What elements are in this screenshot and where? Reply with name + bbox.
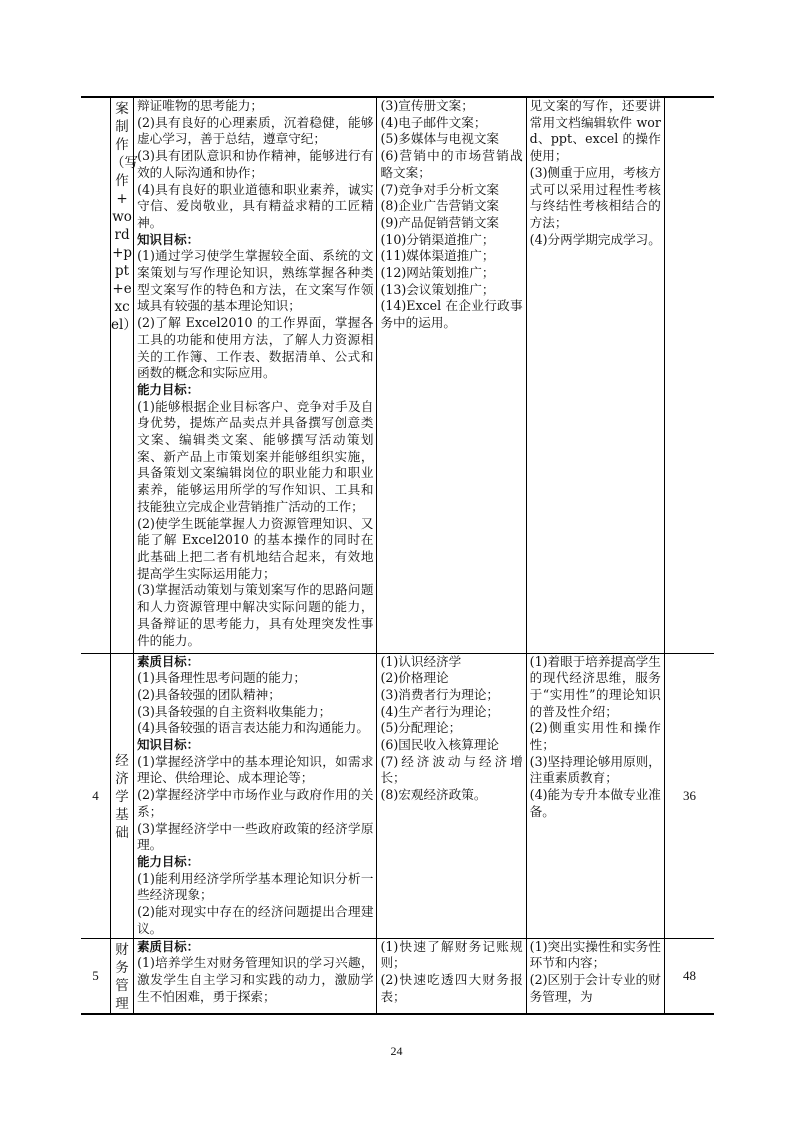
content-item: (3)消费者行为理论； <box>380 686 500 702</box>
course-index <box>81 97 111 653</box>
content-item: (6)国民收入核算理论 <box>380 737 500 753</box>
goal-item: (2)掌握经济学中市场作业与政府作用的关系； <box>137 787 374 819</box>
course-name: 经济学基础 <box>111 653 134 938</box>
content-item: (7)经济波动与经济增长； <box>380 753 523 786</box>
content-item: (6)营销中的市场营销战略文案； <box>380 148 523 180</box>
course-name: 案制作（写作+word+ppt+excel） <box>111 97 134 653</box>
content-item: (14)Excel 在企业行政事务中的运用。 <box>380 298 523 331</box>
course-index: 4 <box>81 653 111 938</box>
content-item: (1)认识经济学 <box>380 653 462 669</box>
method-item: (2)侧重实用性和操作性； <box>529 720 661 753</box>
method-item: 见文案的写作，还要讲常用文档编辑软件 word、ppt、excel 的操作使用； <box>529 98 661 164</box>
content-item: (4)电子邮件文案； <box>380 114 487 130</box>
method-item: (1)突出实操性和实务性环节和内容； <box>529 938 661 971</box>
course-contents <box>377 653 526 938</box>
content-item: (13)会议策划推广； <box>380 281 495 297</box>
goal-item: (1)能利用经济学所学基本理论知识分析一些经济现象； <box>137 870 374 903</box>
method-item: (4)能为专升本做专业准备。 <box>529 787 661 819</box>
goal-heading: 能力目标： <box>137 381 200 397</box>
method-item: (3)坚持理论够用原则，注重素质教育； <box>529 753 661 786</box>
content-item: (4)生产者行为理论； <box>380 703 500 719</box>
goal-item: (2)了解 Excel2010 的工作界面，掌握各工具的功能和使用方法，了解人力资源相关的工作簿、工作表、数据清单、公式和函数的概念和实际应用。 <box>137 315 374 381</box>
goal-item: (4)具备较强的语言表达能力和沟通能力。 <box>137 720 369 736</box>
method-item: (2)区别于会计专业的财务管理，为 <box>529 971 661 1004</box>
goal-item: (2)使学生既能掌握人力资源管理知识、又能了解 Excel2010 的基本操作的同时在此基础上把二者有机地结合起来，有效地提高学生实际运用能力； <box>137 515 374 581</box>
goal-item: (3)具备较强的自主资料收集能力； <box>137 703 332 719</box>
goal-item: (1)能够根据企业目标客户、竞争对手及自身优势，提炼产品卖点并具备撰写创意类文案、编辑类文案、能够撰写活动策划案、新产品上市策划案并能够组织实施，具备策划文案编辑岗位的职业能力和职业素养，能够运用所学的写作知识、工具和技能独立完成企业营销推广活动的工作； <box>137 398 374 514</box>
course-goals <box>134 653 377 938</box>
goal-item: (2)能对现实中存在的经济问题提出合理建议。 <box>137 904 374 936</box>
goal-item: (3)掌握活动策划与策划案写作的思路问题和人力资源管理中解决实际问题的能力，具备辩证的思考能力，具有处理突发性事件的能力。 <box>137 582 374 648</box>
goal-item: (3)具有团队意识和协作精神，能够进行有效的人际沟通和协作； <box>137 148 374 180</box>
goal-item: (1)掌握经济学中的基本理论知识，如需求理论、供给理论、成本理论等； <box>137 753 374 786</box>
content-item: (1)快速了解财务记账规则； <box>380 938 523 971</box>
content-item: (10)分销渠道推广； <box>380 231 495 247</box>
content-item: (2)快速吃透四大财务报表； <box>380 971 523 1004</box>
course-contents <box>377 938 526 1014</box>
course-hours: 48 <box>664 938 714 1014</box>
goal-heading: 能力目标： <box>137 853 200 869</box>
method-item: (4)分两学期完成学习。 <box>529 231 661 247</box>
goal-item: (4)具有良好的职业道德和职业素养，诚实守信、爱岗敬业，具有精益求精的工匠精神。 <box>137 181 374 230</box>
course-goals <box>134 97 377 653</box>
goal-heading: 素质目标： <box>137 938 200 954</box>
content-item: (2)价格理论 <box>380 670 449 686</box>
content-item: (12)网站策划推广； <box>380 265 495 281</box>
method-item: (1)着眼于培养提高学生的现代经济思维，服务于“实用性”的理论知识的普及性介绍； <box>529 653 661 719</box>
content-item: (8)宏观经济政策。 <box>380 787 487 803</box>
course-table <box>81 96 714 1015</box>
content-item: (8)企业广告营销文案 <box>380 198 500 214</box>
course-methods <box>526 653 664 938</box>
goal-item: (1)培养学生对财务管理知识的学习兴趣，激发学生自主学习和实践的动力，激励学生不怕困难，勇于探索； <box>137 955 374 1004</box>
goal-item: (3)掌握经济学中一些政府政策的经济学原理。 <box>137 820 374 853</box>
course-hours: 36 <box>664 653 714 938</box>
course-row <box>81 97 714 653</box>
course-name: 财务管理 <box>111 938 134 1014</box>
content-item: (5)分配理论； <box>380 720 462 736</box>
course-row <box>81 938 714 1014</box>
goal-item: (1)通过学习使学生掌握较全面、系统的文案策划与写作理论知识，熟练掌握各种类型文案写作的特色和方法，在文案写作领域具有较强的基本理论知识； <box>137 248 374 314</box>
goal-heading: 知识目标： <box>137 737 200 753</box>
course-row <box>81 653 714 938</box>
course-methods <box>526 97 664 653</box>
page-number: 24 <box>390 1044 403 1058</box>
content-item: (3)宣传册文案； <box>380 98 474 113</box>
goal-item: (1)具备理性思考问题的能力； <box>137 670 307 686</box>
course-contents <box>377 97 526 653</box>
course-hours <box>664 97 714 653</box>
course-methods <box>526 938 664 1014</box>
course-index: 5 <box>81 938 111 1014</box>
course-goals <box>134 938 377 1014</box>
content-item: (7)竞争对手分析文案 <box>380 181 500 197</box>
content-item: (5)多媒体与电视文案 <box>380 131 500 147</box>
goal-item: (2)具有良好的心理素质，沉着稳健，能够虚心学习，善于总结，遵章守纪； <box>137 114 374 147</box>
content-item: (11)媒体渠道推广； <box>380 248 495 264</box>
goal-item: 辩证唯物的思考能力； <box>137 98 263 113</box>
goal-heading: 素质目标： <box>137 653 200 669</box>
goal-heading: 知识目标： <box>137 231 200 247</box>
content-item: (9)产品促销营销文案 <box>380 214 500 230</box>
goal-item: (2)具备较强的团队精神； <box>137 686 281 702</box>
method-item: (3)侧重于应用，考核方式可以采用过程性考核与终结性考核相结合的方法； <box>529 164 661 230</box>
